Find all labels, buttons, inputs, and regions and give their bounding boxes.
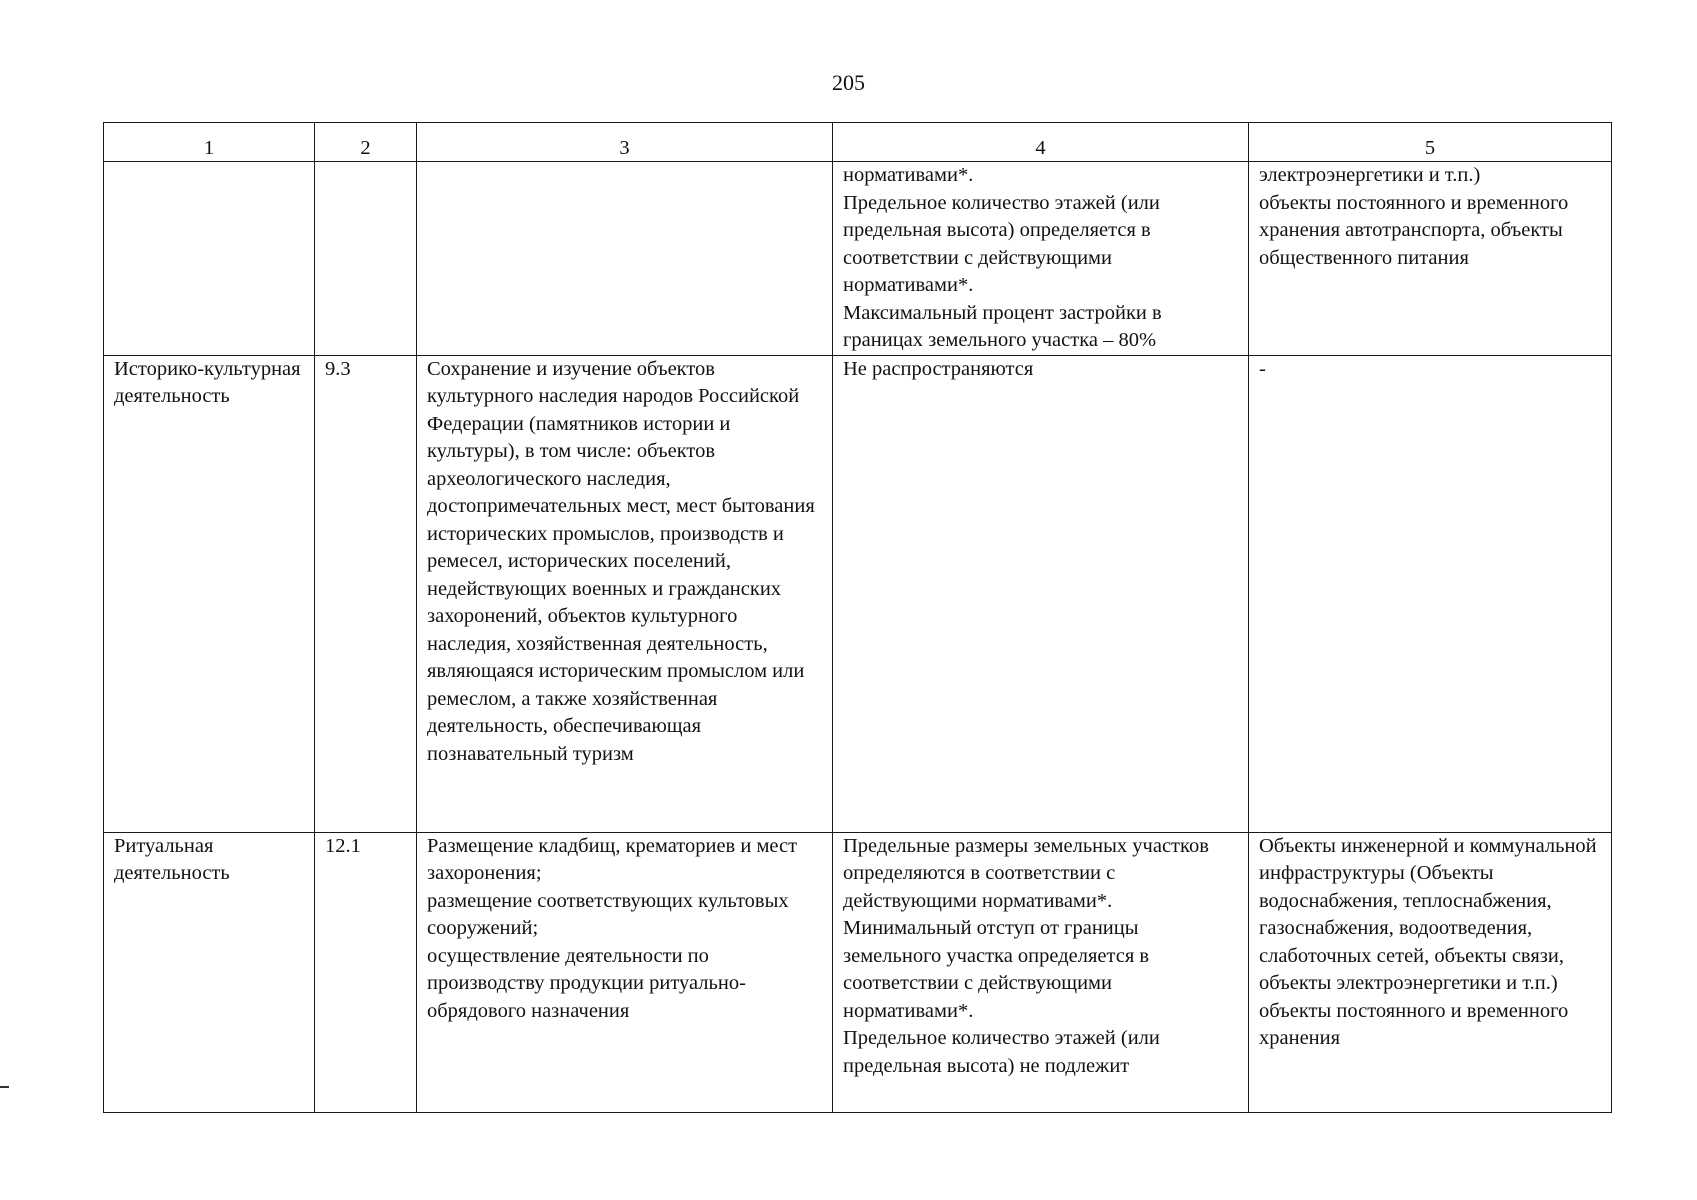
margin-mark (0, 1086, 9, 1088)
parameters-cell: Предельные размеры земельных участков определяются в соответствии с действующими нормативами*. Минимальный отступ от границы земельного участка определяется в соответствии с действующими нормативами*. Предельное количество этажей (или предельная высота) не подлежит (833, 832, 1249, 1112)
column-header-5: 5 (1249, 123, 1612, 162)
use-code-cell: 12.1 (315, 832, 417, 1112)
use-code-cell: 9.3 (315, 355, 417, 832)
table-row-historical-cultural (104, 355, 1612, 832)
table-row-ritual (104, 832, 1612, 1112)
auxiliary-uses-cell: электроэнергетики и т.п.) объекты постоянного и временного хранения автотранспорта, объекты общественного питания (1249, 162, 1612, 356)
column-header-4: 4 (833, 123, 1249, 162)
column-header-3: 3 (417, 123, 833, 162)
regulations-table (103, 122, 1612, 1113)
table-header-row (104, 123, 1612, 162)
parameters-cell: нормативами*. Предельное количество этажей (или предельная высота) определяется в соответствии с действующими нормативами*. Максимальный процент застройки в границах земельного участка – 80% (833, 162, 1249, 356)
use-description-cell: Размещение кладбищ, крематориев и мест захоронения; размещение соответствующих культовых сооружений; осуществление деятельности по производству продукции ритуально-обрядового назначения (417, 832, 833, 1112)
use-code-cell (315, 162, 417, 356)
auxiliary-uses-cell: Объекты инженерной и коммунальной инфраструктуры (Объекты водоснабжения, теплоснабжения, газоснабжения, водоотведения, слаботочных сетей, объекты связи, объекты электроэнергетики и т.п.) объекты постоянного и временного хранения (1249, 832, 1612, 1112)
auxiliary-uses-cell: - (1249, 355, 1612, 832)
page-number: 205 (832, 70, 865, 95)
use-name-cell (104, 162, 315, 356)
use-description-cell (417, 162, 833, 356)
use-description-cell: Сохранение и изучение объектов культурного наследия народов Российской Федерации (памятников истории и культуры), в том числе: объектов археологического наследия, достопримечательных мест, мест бытования исторических промыслов, производств и ремесел, исторических поселений, недействующих военных и гражданских захоронений, объектов культурного наследия, хозяйственная деятельность, являющаяся историческим промыслом или ремеслом, а также хозяйственная деятельность, обеспечивающая познавательный туризм (417, 355, 833, 832)
column-header-2: 2 (315, 123, 417, 162)
use-name-cell: Историко-культурная деятельность (104, 355, 315, 832)
column-header-1: 1 (104, 123, 315, 162)
table-row-continuation (104, 162, 1612, 356)
use-name-cell: Ритуальная деятельность (104, 832, 315, 1112)
parameters-cell: Не распространяются (833, 355, 1249, 832)
